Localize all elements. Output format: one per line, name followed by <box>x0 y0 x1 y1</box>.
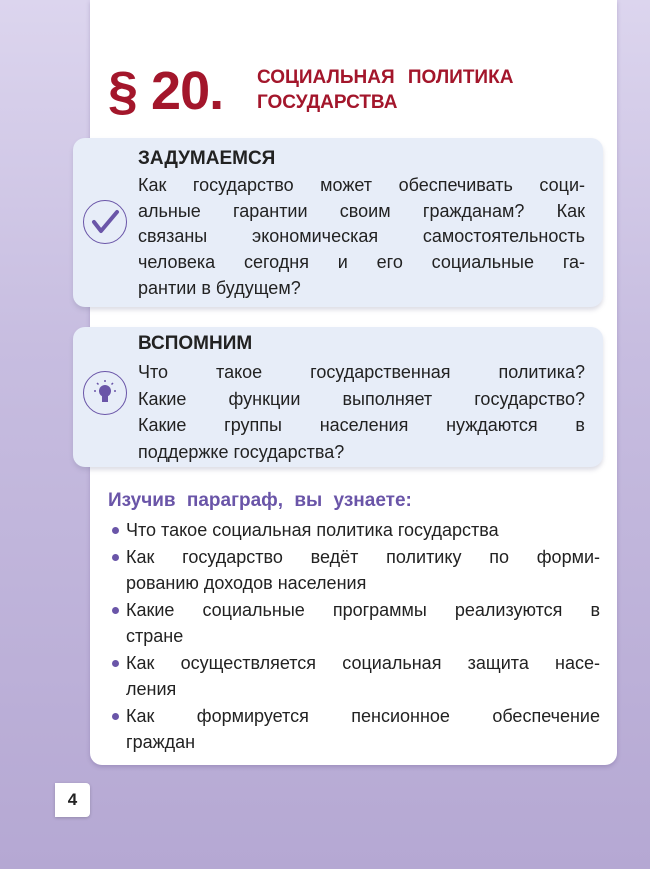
think-line: Как государство может обеспечивать соци- <box>138 175 585 195</box>
item-line: Что такое социальная политика государства <box>126 520 499 540</box>
think-line: альные гарантии своим гражданам? Как <box>138 200 585 221</box>
item-line: рованию доходов населения <box>126 573 367 593</box>
learn-list <box>110 517 600 756</box>
recall-heading: ВСПОМНИМ <box>138 333 253 354</box>
paragraph-title <box>257 65 513 115</box>
item-line: Как осуществляется социальная защита насе- <box>126 652 600 673</box>
recall-line: Что такое государственная политика? <box>138 362 585 382</box>
item-line: Какие социальные программы реализуются в <box>126 599 600 620</box>
think-heading: ЗАДУМАЕМСЯ <box>138 148 276 169</box>
learn-heading: Изучив параграф, вы узнаете: <box>108 490 412 511</box>
lightbulb-icon <box>83 371 127 415</box>
title-line: СОЦИАЛЬНАЯ ПОЛИТИКА <box>257 67 514 88</box>
think-line: связаны экономическая самостоятельность <box>138 226 585 247</box>
list-item <box>110 544 600 597</box>
list-item <box>110 703 600 756</box>
item-line: стране <box>126 626 184 646</box>
item-line: граждан <box>126 732 196 752</box>
think-box <box>73 138 603 307</box>
item-line: Как формируется пенсионное обеспечение <box>126 705 600 726</box>
paragraph-number: § 20. <box>108 61 224 121</box>
checkmark-icon <box>83 200 127 244</box>
recall-line: поддержке государства? <box>138 441 345 462</box>
think-line: человека сегодня и его социальные га- <box>138 252 585 273</box>
page-number: 4 <box>55 783 90 817</box>
item-line: Как государство ведёт политику по форми- <box>126 546 600 567</box>
title-line: ГОСУДАРСТВА <box>257 92 398 113</box>
recall-box <box>73 327 603 467</box>
think-line: рантии в будущем? <box>138 277 301 298</box>
recall-line: Какие функции выполняет государство? <box>138 388 585 409</box>
item-line: ления <box>126 679 177 699</box>
list-item <box>110 650 600 703</box>
list-item <box>110 597 600 650</box>
recall-line: Какие группы населения нуждаются в <box>138 415 585 435</box>
list-item <box>110 517 600 544</box>
